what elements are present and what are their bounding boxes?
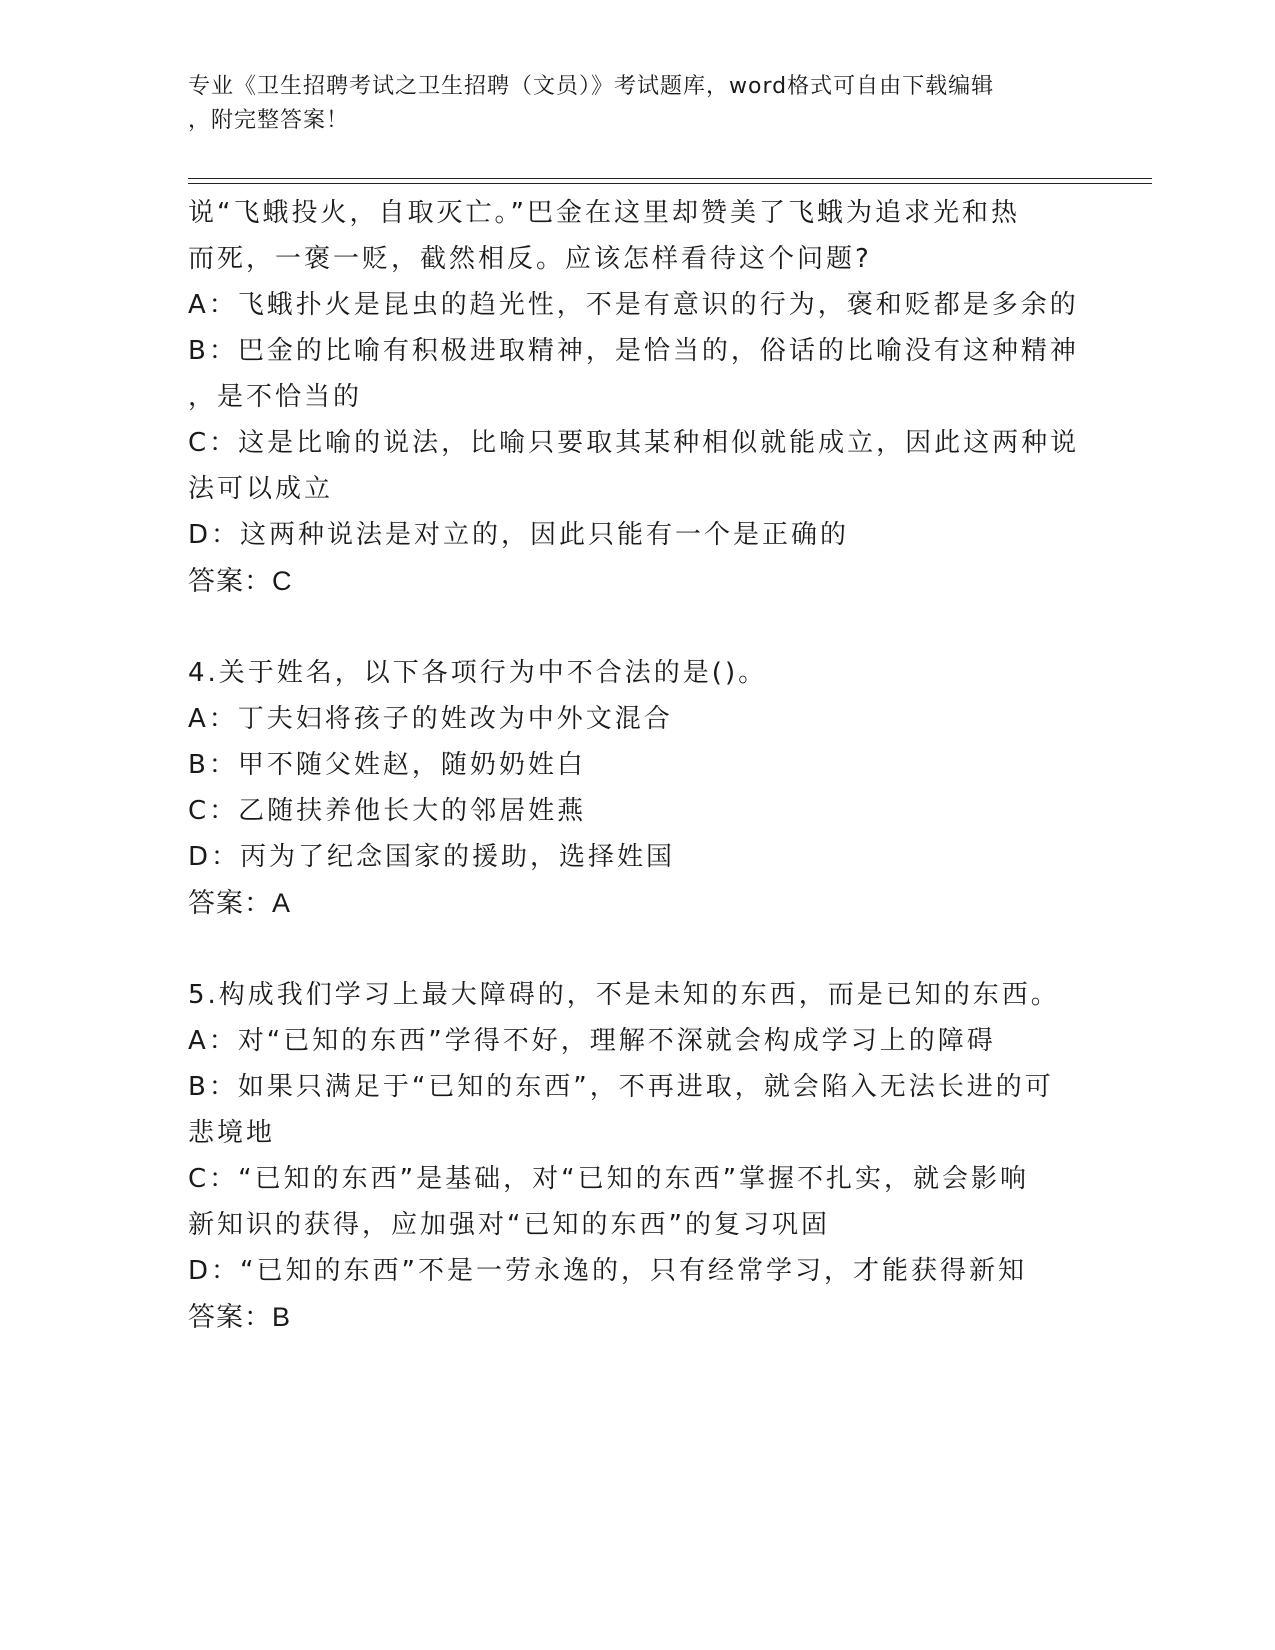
question-5-option-b-cont: 悲境地 [188,1118,276,1148]
header-divider-top [188,178,1152,179]
question-5-option-d: D：“已知的东西”不是一劳永逸的，只有经常学习，才能获得新知 [188,1256,1027,1286]
question-4-stem: 4.关于姓名，以下各项行为中不合法的是()。 [188,658,768,688]
question-5-option-c: C：“已知的东西”是基础，对“已知的东西”掌握不扎实，就会影响 [188,1164,1030,1194]
question-5 [188,972,1088,1340]
spacer [188,926,1088,972]
question-3 [188,190,1088,604]
question-3-answer: 答案：C [188,566,293,596]
question-5-option-a: A：对“已知的东西”学得不好，理解不深就会构成学习上的障碍 [188,1026,996,1056]
question-3-option-b: B：巴金的比喻有积极进取精神，是恰当的，俗话的比喻没有这种精神 [188,336,1079,366]
header-divider-bottom [188,183,1152,184]
spacer [188,604,1088,650]
question-5-answer: 答案：B [188,1302,292,1332]
question-3-option-c-cont: 法可以成立 [188,474,334,504]
question-3-option-b-cont: ，是不恰当的 [188,382,363,412]
question-3-option-d: D：这两种说法是对立的，因此只能有一个是正确的 [188,520,850,550]
question-3-option-c: C：这是比喻的说法，比喻只要取其某种相似就能成立，因此这两种说 [188,428,1080,458]
header-line-1: 专业《卫生招聘考试之卫生招聘（文员）》考试题库，word格式可自由下载编辑 [188,74,995,99]
header-line-2: ，附完整答案！ [188,108,350,133]
question-5-option-b: B：如果只满足于“已知的东西”，不再进取，就会陷入无法长进的可 [188,1072,1054,1102]
question-3-stem-line-1: 说“飞蛾投火，自取灭亡。”巴金在这里却赞美了飞蛾为追求光和热 [188,198,1020,228]
page-header [188,70,1068,138]
question-4-option-c: C：乙随扶养他长大的邻居姓燕 [188,796,587,826]
question-4-option-a: A：丁夫妇将孩子的姓改为中外文混合 [188,704,673,734]
question-4-option-d: D：丙为了纪念国家的援助，选择姓国 [188,842,676,872]
question-5-stem: 5.构成我们学习上最大障碍的，不是未知的东西，而是已知的东西。 [188,980,1060,1010]
question-3-stem-line-2: 而死，一褒一贬，截然相反。应该怎样看待这个问题? [188,244,872,274]
question-4 [188,650,1088,926]
question-4-option-b: B：甲不随父姓赵，随奶奶姓白 [188,750,586,780]
question-5-option-c-cont: 新知识的获得，应加强对“已知的东西”的复习巩固 [188,1210,830,1240]
question-3-option-a: A：飞蛾扑火是昆虫的趋光性，不是有意识的行为，褒和贬都是多余的 [188,290,1079,320]
question-content [188,190,1088,1340]
question-4-answer: 答案：A [188,888,292,918]
